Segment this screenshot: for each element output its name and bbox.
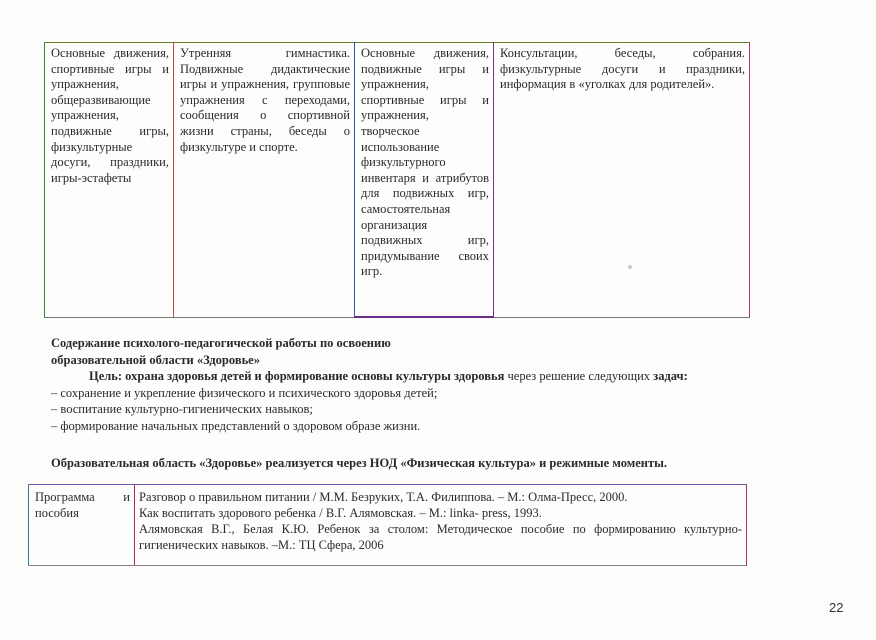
table-row — [45, 43, 750, 318]
content-section — [51, 335, 831, 434]
table-cell-family: Консультации, беседы, собрания. физкультурные досуги и праздники, информация в «уголках для родителей». — [494, 43, 750, 318]
page-number: 22 — [829, 600, 844, 615]
scan-speck — [628, 265, 632, 269]
reference-item: Алямовская В.Г., Белая К.Ю. Ребенок за столом: Методическое пособие по формированию культурно-гигиенических навыков. –М.: ТЦ Сфера, 2006 — [139, 522, 742, 552]
reference-item: Как воспитать здорового ребенка / В.Г. Алямовская. – М.: linka- press, 1993. — [139, 506, 542, 520]
programs-table — [28, 484, 747, 566]
goal-tasks: задач: — [653, 369, 688, 383]
table-cell-forms: Основные движения, спортивные игры и упражнения, общеразвивающие упражнения, подвижные игры, физкультурные досуги, праздники, игры-эстафеты — [45, 43, 174, 318]
section-heading-line2: образовательной области «Здоровье» — [51, 352, 260, 367]
programs-references — [135, 485, 747, 566]
activities-table — [44, 42, 750, 318]
list-item: – воспитание культурно-гигиенических навыков; — [51, 402, 313, 416]
list-item: – формирование начальных представлений о здоровом образе жизни. — [51, 418, 421, 433]
reference-item: Разговор о правильном питании / М.М. Безруких, Т.А. Филиппова. – М.: Олма-Пресс, 2000. — [139, 490, 628, 504]
goal-bold: Цель: охрана здоровья детей и формирование основы культуры здоровья — [89, 369, 505, 383]
programs-label: Программа и пособия — [29, 485, 135, 566]
table-cell-regime: Утренняя гимнастика. Подвижные дидактические игры и упражнения, групповые упражнения с переходами, сообщения о спортивной жизни страны, беседы о физкультуре и спорте. — [174, 43, 355, 318]
list-item: – сохранение и укрепление физического и психического здоровья детей; — [51, 385, 438, 400]
goal-line — [51, 368, 831, 385]
table-cell-independent: Основные движения, подвижные игры и упражнения, спортивные игры и упражнения, творческое использование физкультурного инвентаря и атрибутов для подвижных игр, самостоятельная организация подвижных игр, придумывание своих игр. — [355, 43, 494, 318]
goal-normal: через решение следующих — [504, 369, 654, 383]
section-heading-line1: Содержание психолого-педагогической работы по освоению — [51, 336, 391, 350]
implementation-note: Образовательная область «Здоровье» реализуется через НОД «Физическая культура» и режимные моменты. — [51, 456, 667, 470]
table-row — [29, 485, 747, 566]
